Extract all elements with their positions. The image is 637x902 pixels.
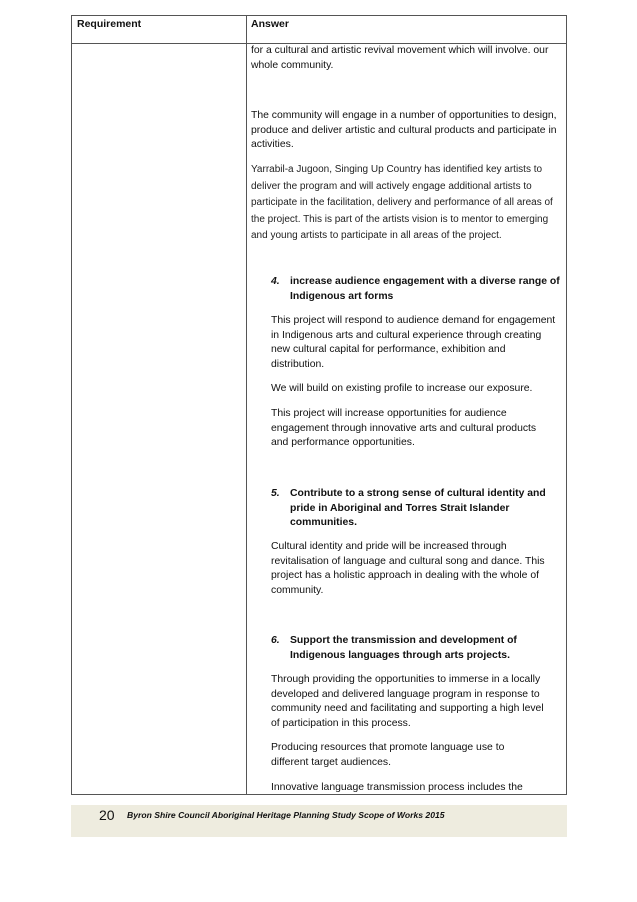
answer-paragraph: The community will engage in a number of opportunities to design, produce and deliver artistic and cultural products and participate in activities. [251, 110, 557, 151]
section-4-number: 4. [271, 276, 280, 287]
section-6-paragraph: Innovative language transmission process includes the [271, 782, 523, 793]
section-4-paragraph: We will build on existing profile to increase our exposure. [271, 383, 533, 394]
section-5-heading: Contribute to a strong sense of cultural identity and pride in Aboriginal and Torres Strait Islander communities. [290, 488, 546, 529]
column-divider [246, 16, 247, 794]
header-answer: Answer [251, 18, 289, 30]
section-6-paragraph: Through providing the opportunities to immerse in a locally developed and delivered language program in response to community need and facilitating and supporting a high level of participation in this process. [271, 674, 544, 729]
section-4-paragraph: This project will respond to audience demand for engagement in Indigenous arts and cultural experience through creating new cultural capital for performance, exhibition and distribution. [271, 315, 556, 370]
section-5-paragraph: Cultural identity and pride will be increased through revitalisation of language and cultural song and dance. This project has a holistic approach in dealing with the whole of community. [271, 541, 545, 596]
answer-paragraph: Yarrabil-a Jugoon, Singing Up Country has identified key artists to deliver the program and will actively engage additional artists to participate in the facilitation, delivery and performance of all areas of the project. This is part of the artists vision is to mentor to emerging and young artists to participate in all areas of the project. [251, 164, 553, 242]
footer-title: Byron Shire Council Aboriginal Heritage Planning Study Scope of Works 2015 [127, 810, 445, 820]
section-6-number: 6. [271, 635, 280, 646]
answer-paragraph: for a cultural and artistic revival movement which will involve. our whole community. [251, 45, 549, 71]
section-4-heading: increase audience engagement with a diverse range of Indigenous art forms [290, 276, 560, 302]
page-number: 20 [99, 807, 115, 823]
page-footer [71, 805, 567, 837]
table-header-row [72, 16, 566, 44]
section-5-number: 5. [271, 488, 280, 499]
section-4-paragraph: This project will increase opportunities for audience engagement through innovative arts and cultural products and performance opportunities. [271, 408, 537, 449]
section-6-paragraph: Producing resources that promote language use to different target audiences. [271, 742, 505, 768]
requirements-table [71, 15, 567, 795]
header-requirement: Requirement [77, 18, 142, 30]
section-6-heading: Support the transmission and development of Indigenous languages through arts projects. [290, 635, 517, 661]
